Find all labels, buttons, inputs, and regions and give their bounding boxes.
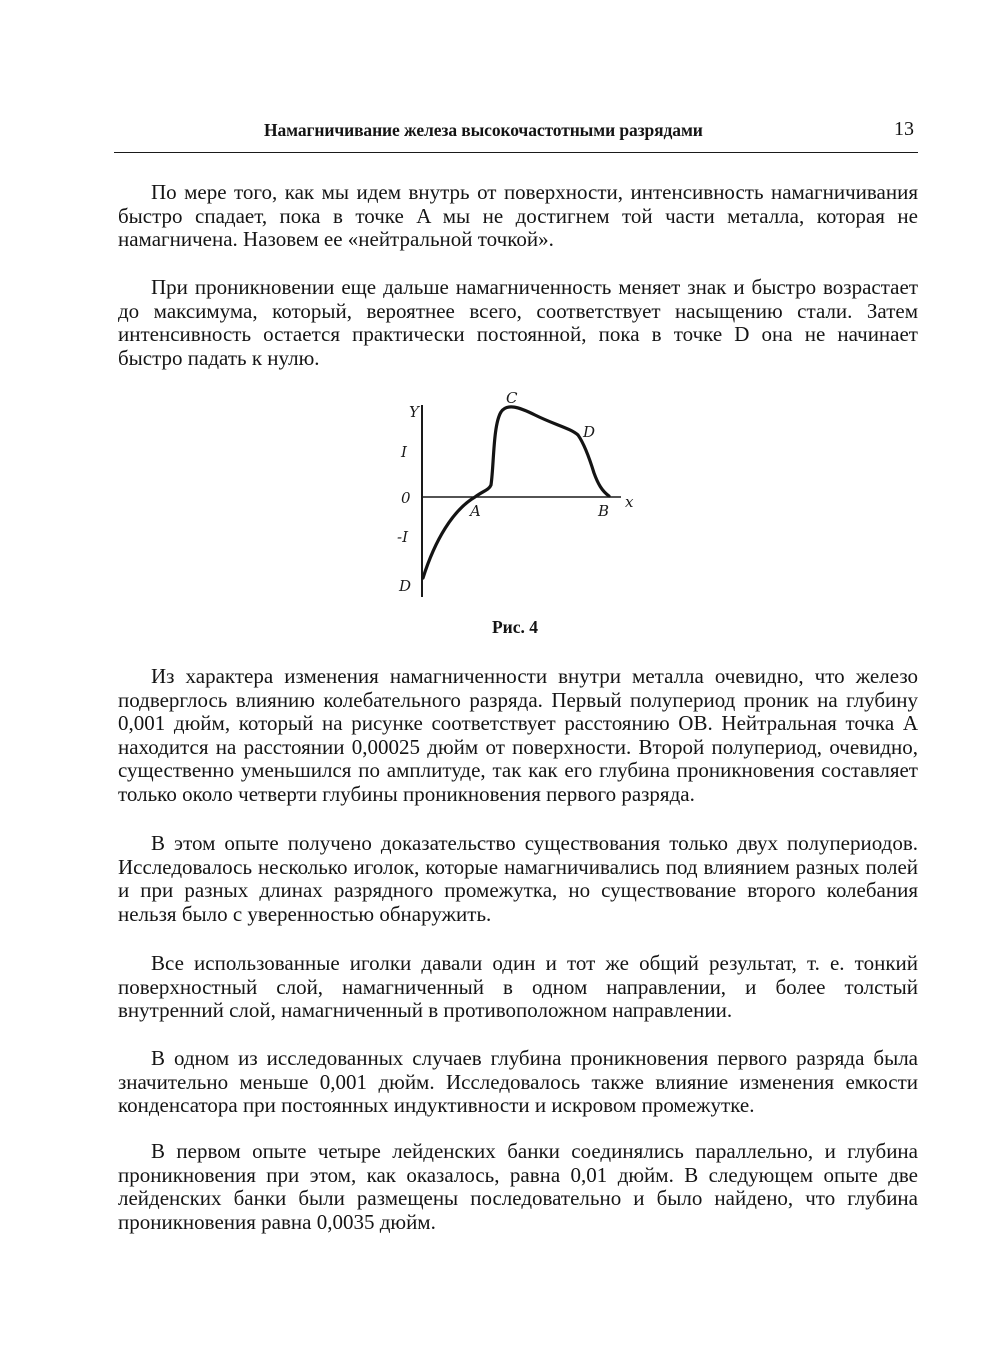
running-header bbox=[114, 118, 918, 153]
paragraph-2: При проникновении еще дальше намагниченность меняет знак и быстро возрастает до максимума, который, вероятнее всего, соответствует насыщению стали. Затем интенсивность остается практически постоянной, пока в точке D она не начинает быстро падать к нулю. bbox=[118, 275, 918, 370]
label-minus-i: -I bbox=[397, 528, 408, 546]
paragraph-3: Из характера изменения намагниченности внутри металла очевидно, что железо подверглось влиянию колебательного разряда. Первый полупериод проник на глубину 0,001 дюйм, который на рисунке соответствует расстоянию OB. Нейтральная точка A находится на расстоянии 0,00025 дюйм от поверхности. Второй полупериод, очевидно, существенно уменьшился по амплитуде, так как его глубина проникновения составляет только около четверти глубины проникновения первого разряда. bbox=[118, 664, 918, 806]
figure-magnetization-curve bbox=[385, 385, 665, 610]
label-point-a: A bbox=[470, 502, 481, 520]
label-plus-i: I bbox=[401, 443, 407, 461]
label-zero: 0 bbox=[401, 489, 411, 507]
paragraph-7: В первом опыте четыре лейденских банки соединялись параллельно, и глубина проникновения при этом, как оказалось, равна 0,01 дюйм. В следующем опыте две лейденских банки были размещены последовательно и было найдено, что глубина проникновения равна 0,0035 дюйм. bbox=[118, 1139, 918, 1234]
label-point-b: B bbox=[598, 502, 610, 520]
paragraph-1: По мере того, как мы идем внутрь от поверхности, интенсивность намагничивания быстро спадает, пока в точке A мы не достигнем той части металла, которая не намагничена. Назовем ее «нейтральной точкой». bbox=[118, 180, 918, 252]
label-point-d: D bbox=[583, 423, 596, 441]
paragraph-6: В одном из исследованных случаев глубина проникновения первого разряда была значительно меньше 0,001 дюйм. Исследовалось также влияние изменения емкости конденсатора при постоянных индуктивности и искровом промежутке. bbox=[118, 1046, 918, 1118]
paragraph-5: Все использованные иголки давали один и тот же общий результат, т. е. тонкий поверхностный слой, намагниченный в одном направлении, и более толстый внутренний слой, намагниченный в противоположном направлении. bbox=[118, 951, 918, 1023]
figure-caption: Рис. 4 bbox=[491, 617, 539, 637]
page-number: 13 bbox=[894, 118, 914, 140]
label-bottom-d: D bbox=[399, 577, 412, 595]
paragraph-4: В этом опыте получено доказательство существования только двух полупериодов. Исследовалось несколько иголок, которые намагничивались под влиянием разных полей и при разных длинах разрядного промежутка, но существование второго колебания нельзя было с уверенностью обнаружить. bbox=[118, 831, 918, 926]
label-point-c: C bbox=[506, 389, 518, 407]
magnetization-plot bbox=[385, 385, 665, 610]
label-x-axis: x bbox=[625, 493, 634, 511]
label-y-axis: Y bbox=[409, 403, 419, 421]
running-title: Намагничивание железа высокочастотными разрядами bbox=[264, 120, 703, 140]
magnetization-curve bbox=[423, 407, 609, 578]
